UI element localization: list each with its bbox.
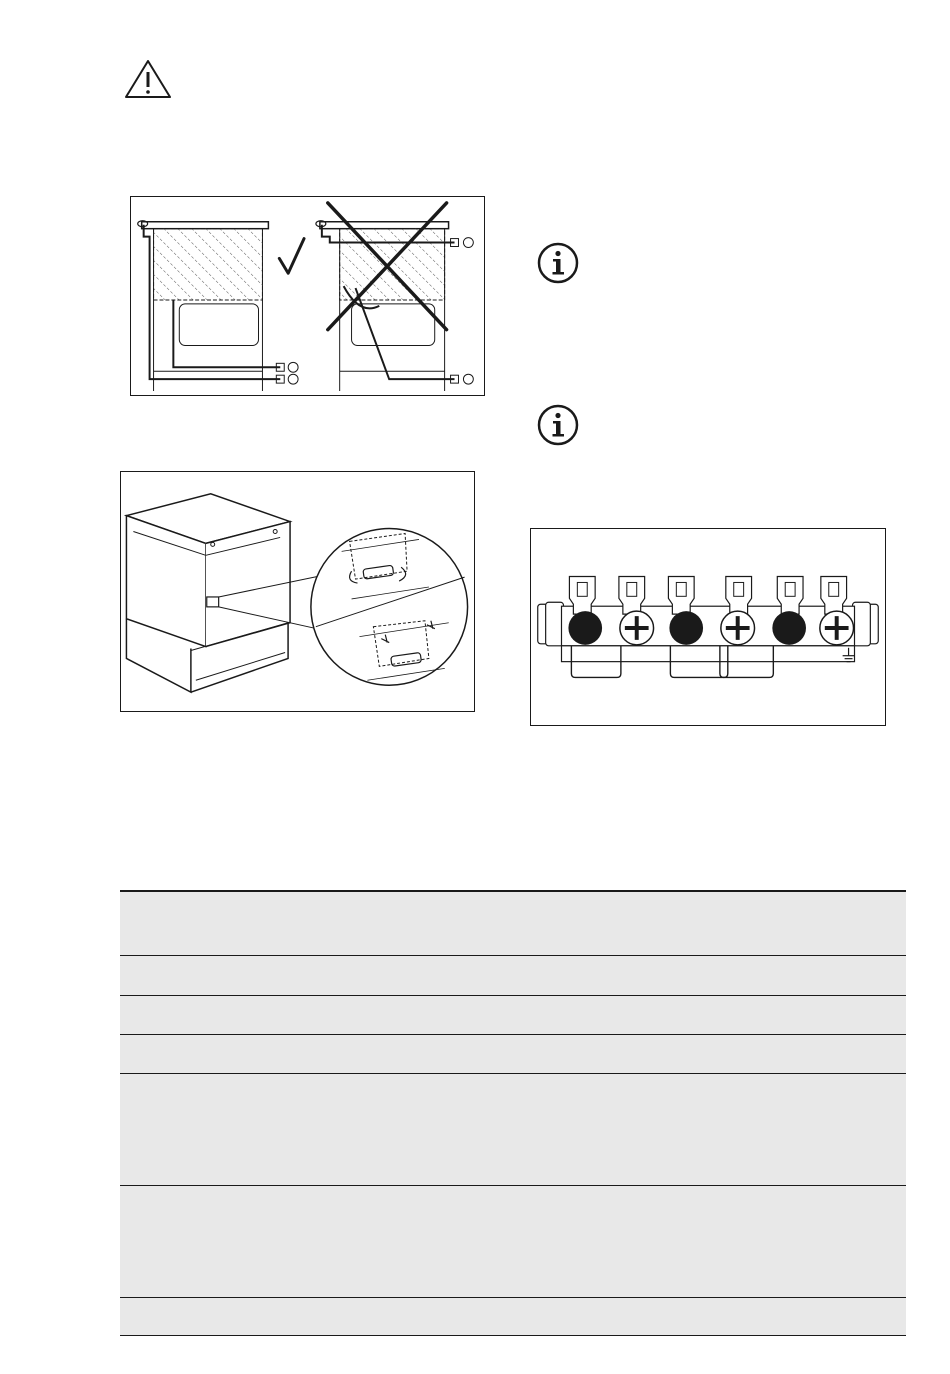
table-cell-label: [120, 1035, 136, 1073]
checkmark-icon: [279, 239, 304, 274]
cable-routing-figure: [130, 196, 485, 396]
info-icon: [536, 403, 580, 447]
table-row: [120, 996, 906, 1035]
table-row: [120, 1186, 906, 1298]
table-row: [120, 892, 906, 956]
terminal-block-figure: [530, 528, 886, 726]
rating-plate-figure: [120, 471, 475, 712]
table-cell-value: [136, 1074, 152, 1185]
table-cell-label: [120, 956, 136, 995]
table-row: [120, 1035, 906, 1074]
table-row: [120, 1074, 906, 1186]
table-cell-value: [136, 996, 152, 1034]
table-cell-label: [120, 1074, 136, 1185]
table-row: [120, 956, 906, 996]
warning-triangle-icon: [123, 58, 173, 100]
table-cell-value: [136, 1186, 152, 1297]
incorrect-installation-drawing: [316, 203, 473, 391]
table-cell-value: [136, 1035, 152, 1073]
info-icon: [536, 241, 580, 285]
table-cell-label: [120, 1298, 136, 1335]
table-cell-label: [120, 1186, 136, 1297]
table-cell-value: [136, 956, 152, 995]
table-cell-value: [136, 892, 152, 955]
specification-table: [120, 890, 906, 1336]
table-row: [120, 1298, 906, 1336]
table-cell-label: [120, 996, 136, 1034]
correct-installation-drawing: [138, 221, 298, 391]
table-cell-value: [136, 1298, 152, 1335]
table-cell-label: [120, 892, 136, 955]
